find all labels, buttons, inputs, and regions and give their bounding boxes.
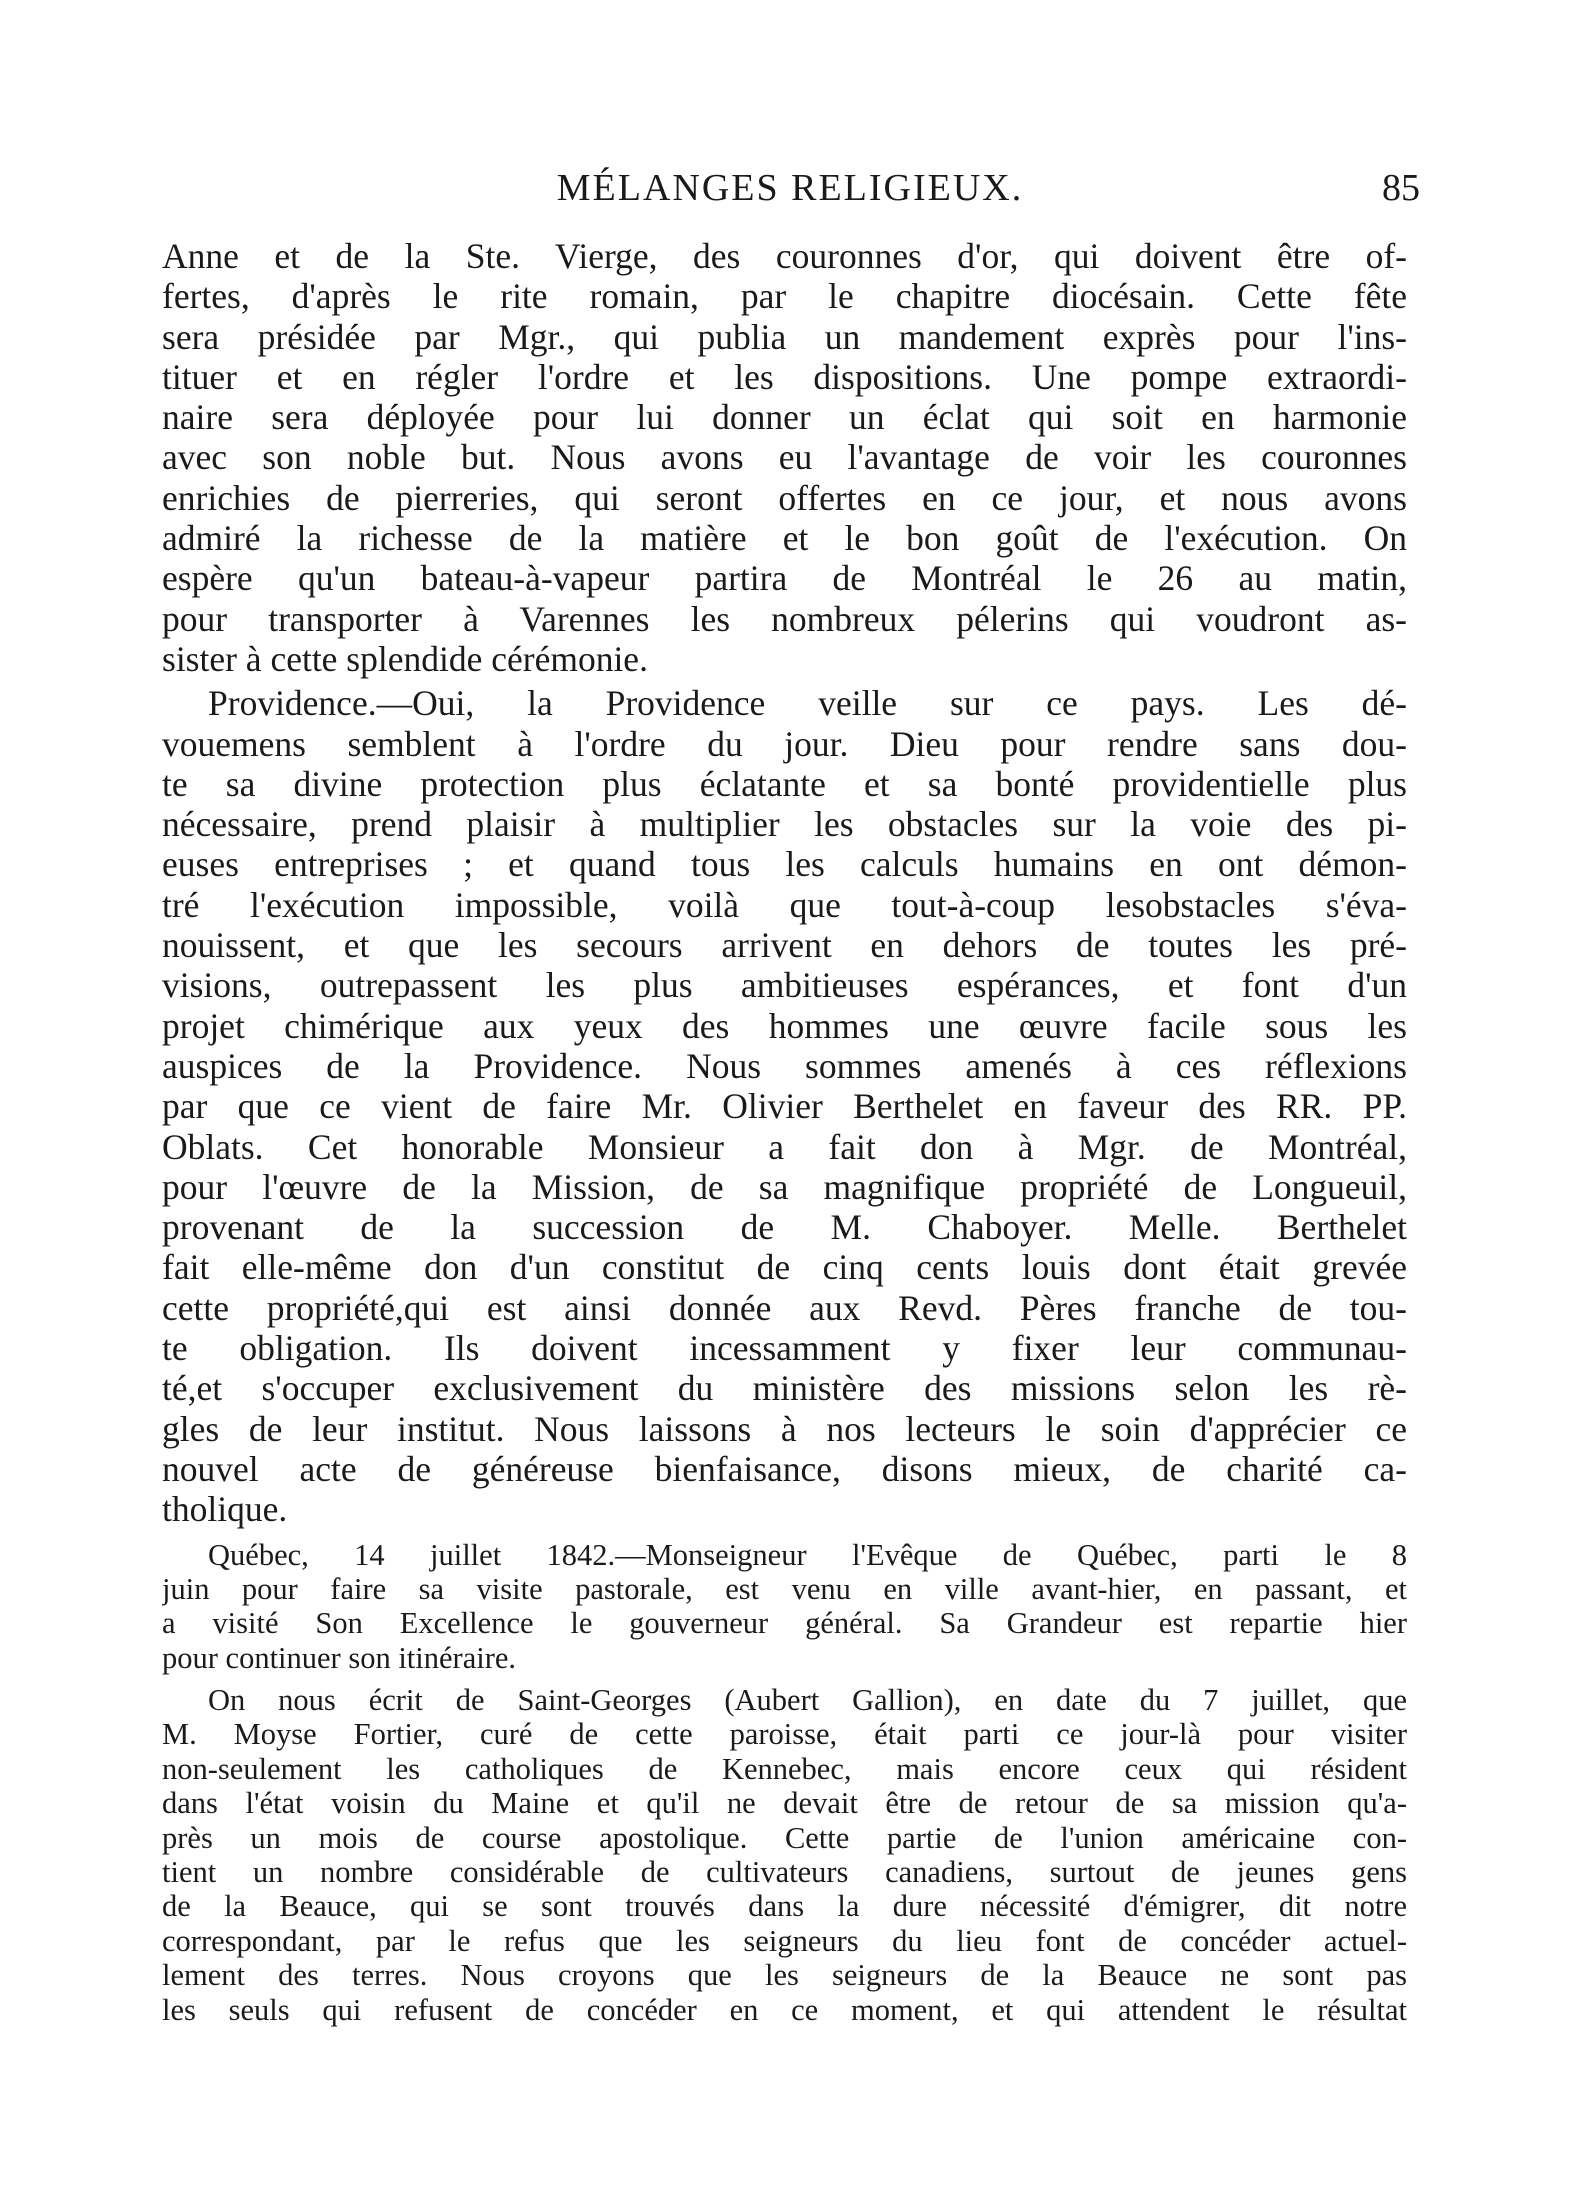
text-line: tient un nombre considérable de cultivateurs canadiens, surtout de jeunes gens (162, 1855, 1407, 1890)
text-line: tituer et en régler l'ordre et les dispositions. Une pompe extraordi- (162, 356, 1407, 397)
text-line: vouemens semblent à l'ordre du jour. Dieu pour rendre sans dou- (162, 723, 1407, 764)
text-line: les seuls qui refusent de concéder en ce moment, et qui attendent le résultat (162, 1992, 1407, 2027)
text-line: te obligation. Ils doivent incessamment y fixer leur communau- (162, 1328, 1407, 1369)
text-line: Oblats. Cet honorable Monsieur a fait don à Mgr. de Montréal, (162, 1126, 1407, 1167)
text-line: fertes, d'après le rite romain, par le chapitre diocésain. Cette fête (162, 276, 1407, 317)
text-line: naire sera déployée pour lui donner un éclat qui soit en harmonie (162, 397, 1407, 438)
text-line: Québec, 14 juillet 1842.—Monseigneur l'Evêque de Québec, parti le 8 (208, 1537, 1407, 1572)
text-line: près un mois de course apostolique. Cette partie de l'union américaine con- (162, 1820, 1407, 1855)
text-line: pour transporter à Varennes les nombreux pélerins qui voudront as- (162, 598, 1407, 639)
text-line: tré l'exécution impossible, voilà que tout-à-coup lesobstacles s'éva- (162, 884, 1407, 925)
text-line: projet chimérique aux yeux des hommes une œuvre facile sous les (162, 1005, 1407, 1046)
body-text (162, 236, 1407, 2027)
running-header (160, 160, 1420, 216)
text-line: nouissent, et que les secours arrivent en dehors de toutes les pré- (162, 925, 1407, 966)
text-line: gles de leur institut. Nous laissons à nos lecteurs le soin d'apprécier ce (162, 1408, 1407, 1449)
text-line: te sa divine protection plus éclatante et sa bonté providentielle plus (162, 763, 1407, 804)
text-line: dans l'état voisin du Maine et qu'il ne devait être de retour de sa mission qu'a- (162, 1786, 1407, 1821)
text-line: cette propriété,qui est ainsi donnée aux Revd. Pères franche de tou- (162, 1287, 1407, 1328)
text-line: nouvel acte de généreuse bienfaisance, disons mieux, de charité ca- (162, 1448, 1407, 1489)
text-line: par que ce vient de faire Mr. Olivier Berthelet en faveur des RR. PP. (162, 1086, 1407, 1127)
text-line: M. Moyse Fortier, curé de cette paroisse, était parti ce jour-là pour visiter (162, 1717, 1407, 1752)
text-line: euses entreprises ; et quand tous les calculs humains en ont démon- (162, 844, 1407, 885)
paragraph-saint-georges (162, 1683, 1407, 2027)
text-line: pour continuer son itinéraire. (162, 1640, 517, 1675)
text-line: non-seulement les catholiques de Kennebec, mais encore ceux qui résident (162, 1751, 1407, 1786)
text-line: pour l'œuvre de la Mission, de sa magnifique propriété de Longueuil, (162, 1166, 1407, 1207)
text-line: admiré la richesse de la matière et le bon goût de l'exécution. On (162, 518, 1407, 559)
text-line: a visité Son Excellence le gouverneur général. Sa Grandeur est repartie hier (162, 1606, 1407, 1641)
text-line: Providence.—Oui, la Providence veille sur ce pays. Les dé- (208, 683, 1407, 724)
text-line: nécessaire, prend plaisir à multiplier les obstacles sur la voie des pi- (162, 804, 1407, 845)
text-line: provenant de la succession de M. Chaboyer. Melle. Berthelet (162, 1207, 1407, 1248)
page-number: 85 (1382, 167, 1420, 209)
paragraph-quebec (162, 1538, 1407, 1676)
text-line: lement des terres. Nous croyons que les seigneurs de la Beauce ne sont pas (162, 1958, 1407, 1993)
text-line: té,et s'occuper exclusivement du ministère des missions selon les rè- (162, 1368, 1407, 1409)
paragraph-gap (162, 1675, 1407, 1683)
text-line: auspices de la Providence. Nous sommes amenés à ces réflexions (162, 1045, 1407, 1086)
paragraph-gap (162, 1530, 1407, 1538)
text-line: sister à cette splendide cérémonie. (162, 638, 648, 679)
text-line: juin pour faire sa visite pastorale, est venu en ville avant-hier, en passant, et (162, 1571, 1407, 1606)
text-line: tholique. (162, 1489, 288, 1530)
paragraph-couronnes (162, 236, 1407, 679)
text-line: visions, outrepassent les plus ambitieuses espérances, et font d'un (162, 965, 1407, 1006)
text-line: avec son noble but. Nous avons eu l'avantage de voir les couronnes (162, 437, 1407, 478)
text-line: de la Beauce, qui se sont trouvés dans la dure nécessité d'émigrer, dit notre (162, 1889, 1407, 1924)
paragraph-providence (162, 683, 1407, 1529)
running-title: MÉLANGES RELIGIEUX. (556, 167, 1024, 209)
text-line: enrichies de pierreries, qui seront offertes en ce jour, et nous avons (162, 477, 1407, 518)
text-line: Anne et de la Ste. Vierge, des couronnes d'or, qui doivent être of- (162, 236, 1407, 276)
text-line: fait elle-même don d'un constitut de cinq cents louis dont était grevée (162, 1247, 1407, 1288)
text-line: correspondant, par le refus que les seigneurs du lieu font de concéder actuel- (162, 1923, 1407, 1958)
text-line: espère qu'un bateau-à-vapeur partira de Montréal le 26 au matin, (162, 558, 1407, 599)
text-line: sera présidée par Mgr., qui publia un mandement exprès pour l'ins- (162, 316, 1407, 357)
text-line: On nous écrit de Saint-Georges (Aubert Gallion), en date du 7 juillet, que (208, 1683, 1407, 1718)
